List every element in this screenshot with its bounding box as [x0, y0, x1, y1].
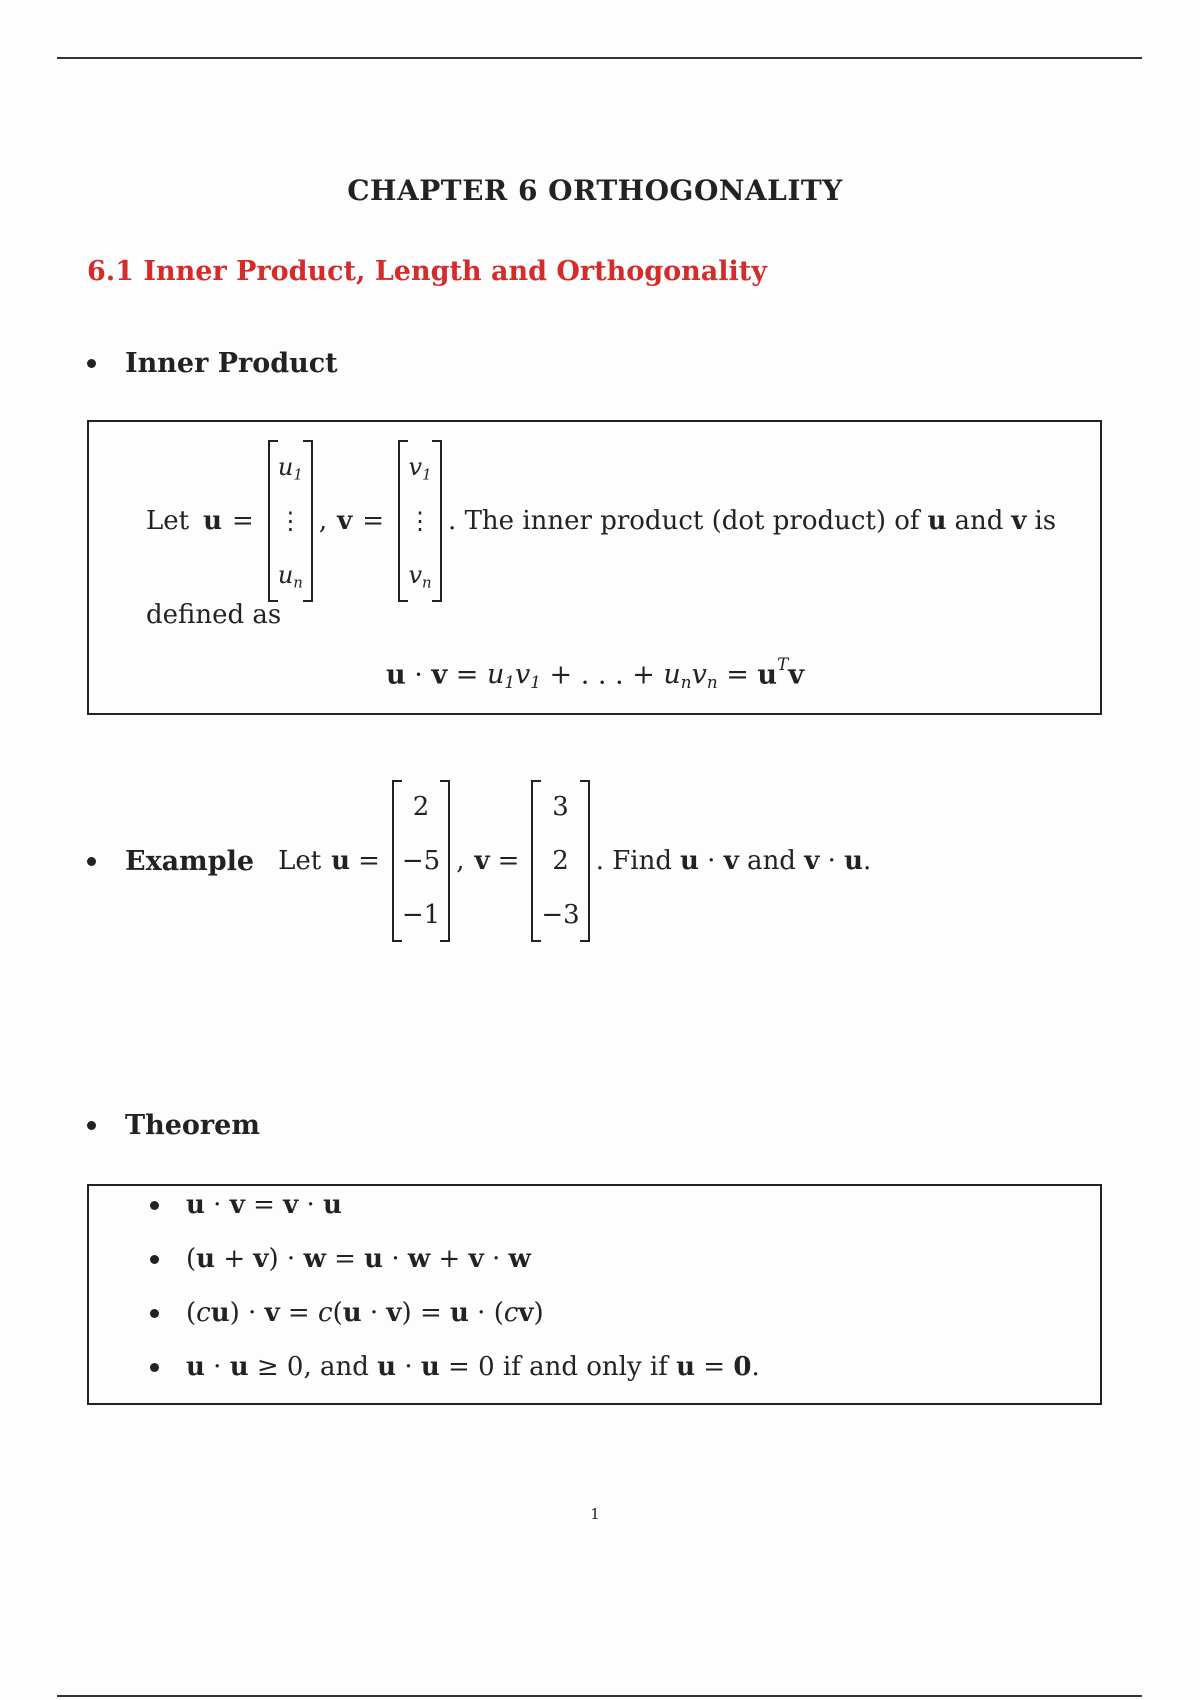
bullet-dot	[87, 857, 96, 866]
matrix-cell: ⋮	[278, 507, 303, 535]
theorem-item	[150, 1352, 760, 1382]
let-text: Let	[146, 506, 190, 536]
matrix-cell: −5	[401, 846, 441, 876]
page-number: 1	[590, 1505, 600, 1523]
inner-product-heading: Inner Product	[125, 348, 338, 379]
matrix-cell: 3	[552, 792, 569, 822]
find-text: . Find	[595, 846, 672, 876]
bullet-dot	[150, 1363, 159, 1372]
chapter-title: CHAPTER 6 ORTHOGONALITY	[347, 174, 843, 207]
matrix-cell: $u_n$	[277, 561, 303, 592]
v-symbol: v	[1011, 506, 1027, 536]
matrix-cell: 2	[412, 792, 430, 822]
theorem-item-text: (u + v) · w = u · w + v · w	[186, 1244, 531, 1274]
matrix-cell: ⋮	[408, 507, 433, 535]
matrix-cell: $v_1$	[408, 453, 432, 484]
equals-sign: =	[497, 846, 520, 876]
u-vector-matrix	[268, 440, 313, 602]
equals-sign: =	[358, 846, 380, 876]
dot-product-formula: $u \cdot v = u_1v_1$ + . . . + $u_nv_n = u^Tv$	[386, 654, 804, 693]
theorem-item-text: u · u ≥ 0, and u · u = 0 if and only if u = 0.	[186, 1352, 760, 1382]
example-v-matrix	[531, 780, 589, 942]
definition-line	[146, 440, 1056, 602]
bullet-dot	[87, 359, 96, 368]
and-text: and	[954, 506, 1004, 536]
equals-sign: =	[232, 506, 254, 536]
bullet-inner-product	[87, 348, 338, 379]
top-rule	[57, 57, 1142, 59]
bottom-rule	[57, 1695, 1142, 1697]
comma: ,	[456, 846, 465, 876]
u-symbol: u	[927, 506, 947, 536]
matrix-cell: −1	[401, 900, 441, 930]
bullet-dot	[150, 1255, 159, 1264]
bullet-theorem	[87, 1110, 260, 1141]
theorem-item	[150, 1244, 531, 1274]
v-vector-matrix	[398, 440, 442, 602]
v-symbol: v	[474, 846, 490, 876]
theorem-item	[150, 1190, 342, 1220]
is-text: is	[1034, 506, 1057, 536]
defined-as-text: defined as	[146, 600, 282, 630]
example-heading: Example	[125, 845, 255, 877]
matrix-cell: $v_n$	[408, 561, 432, 592]
bullet-dot	[150, 1309, 159, 1318]
theorem-item-text: u · v = v · u	[186, 1190, 342, 1220]
matrix-cell: $u_1$	[277, 453, 303, 484]
bullet-dot	[150, 1201, 159, 1210]
u-symbol: u	[203, 506, 223, 536]
matrix-cell: 2	[552, 846, 569, 876]
v-symbol: v	[337, 506, 353, 536]
theorem-item-text: (cu) · v = c(u · v) = u · (cv)	[186, 1298, 544, 1328]
bullet-dot	[87, 1121, 96, 1130]
matrix-cell: −3	[541, 900, 580, 930]
let-text: Let	[278, 846, 322, 876]
definition-sentence: . The inner product (dot product) of	[448, 506, 920, 536]
theorem-item	[150, 1298, 544, 1328]
example-task: u · v and v · u.	[679, 846, 872, 876]
example-row	[87, 780, 871, 942]
comma: ,	[318, 506, 328, 536]
section-title: 6.1 Inner Product, Length and Orthogonality	[87, 256, 767, 287]
u-symbol: u	[331, 846, 351, 876]
equals-sign: =	[362, 506, 385, 536]
example-u-matrix	[392, 780, 450, 942]
theorem-heading: Theorem	[125, 1110, 260, 1141]
